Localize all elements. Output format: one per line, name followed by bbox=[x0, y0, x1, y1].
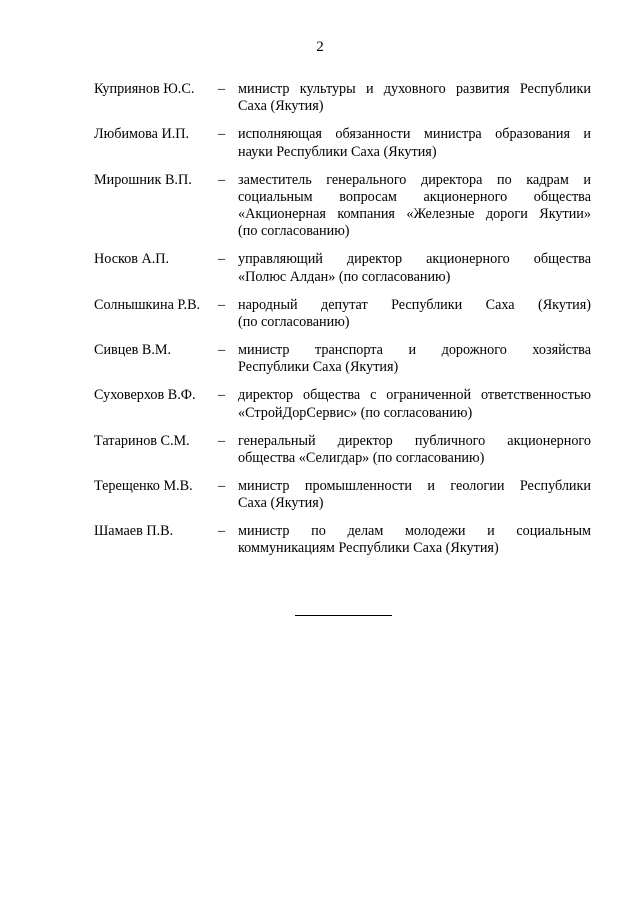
member-name: Татаринов С.М. bbox=[94, 432, 190, 449]
member-name: Любимова И.П. bbox=[94, 126, 190, 143]
dash-separator: – bbox=[218, 296, 226, 313]
dash-separator: – bbox=[218, 251, 226, 268]
dash-separator: – bbox=[218, 477, 226, 494]
member-position bbox=[238, 251, 591, 286]
position-line: министр промышленности и геологии Республики bbox=[238, 477, 591, 494]
member-list bbox=[94, 81, 591, 568]
position-line: народный депутат Республики Саха (Якутия) bbox=[238, 296, 591, 313]
member-position bbox=[238, 387, 591, 422]
position-line: социальным вопросам акционерного общества bbox=[238, 188, 591, 205]
member-name: Шамаев П.В. bbox=[94, 523, 174, 540]
member-name: Сивцев В.М. bbox=[94, 342, 172, 358]
member-entry bbox=[94, 251, 591, 286]
member-name: Суховерхов В.Ф. bbox=[94, 387, 196, 404]
position-line: министр транспорта и дорожного хозяйства bbox=[238, 342, 591, 358]
member-name: Солнышкина Р.В. bbox=[94, 296, 201, 313]
closing-separator-line bbox=[295, 615, 392, 616]
dash-separator: – bbox=[218, 81, 226, 97]
member-name: Мирошник В.П. bbox=[94, 171, 192, 188]
dash-separator: – bbox=[218, 126, 226, 143]
position-line: министр культуры и духовного развития Республики bbox=[238, 81, 591, 97]
member-position bbox=[238, 172, 591, 241]
position-line: Саха (Якутия) bbox=[238, 98, 324, 115]
position-line: министр по делам молодежи и социальным bbox=[238, 523, 591, 540]
member-entry bbox=[94, 523, 591, 558]
member-name: Носков А.П. bbox=[94, 251, 170, 268]
member-entry bbox=[94, 387, 591, 422]
position-line: управляющий директор акционерного общества bbox=[238, 251, 591, 268]
position-line: Саха (Якутия) bbox=[238, 495, 324, 512]
member-position bbox=[238, 126, 591, 161]
dash-separator: – bbox=[218, 387, 226, 404]
position-line: коммуникациям Республики Саха (Якутия) bbox=[238, 540, 499, 557]
dash-separator: – bbox=[218, 171, 226, 188]
position-line: исполняющая обязанности министра образования и bbox=[238, 126, 591, 143]
page-number: 2 bbox=[316, 39, 324, 55]
member-entry bbox=[94, 172, 591, 241]
dash-separator: – bbox=[218, 523, 226, 540]
position-line: общества «Селигдар» (по согласованию) bbox=[238, 449, 485, 466]
member-position bbox=[238, 523, 591, 558]
position-line: генеральный директор публичного акционерного bbox=[238, 432, 591, 449]
member-entry bbox=[94, 342, 591, 377]
position-line: (по согласованию) bbox=[238, 314, 350, 331]
member-name: Терещенко М.В. bbox=[94, 477, 193, 494]
position-line: «СтройДорСервис» (по согласованию) bbox=[238, 404, 473, 421]
member-position bbox=[238, 478, 591, 513]
member-entry bbox=[94, 297, 591, 332]
dash-separator: – bbox=[218, 432, 226, 449]
member-position bbox=[238, 433, 591, 468]
position-line: «Полюс Алдан» (по согласованию) bbox=[238, 268, 451, 285]
member-position bbox=[238, 81, 591, 116]
position-line: (по согласованию) bbox=[238, 223, 350, 240]
member-entry bbox=[94, 478, 591, 513]
member-entry bbox=[94, 126, 591, 161]
dash-separator: – bbox=[218, 342, 226, 358]
member-entry bbox=[94, 433, 591, 468]
position-line: «Акционерная компания «Железные дороги Якутии» bbox=[238, 206, 591, 223]
position-line: заместитель генерального директора по кадрам и bbox=[238, 171, 591, 188]
member-position bbox=[238, 297, 591, 332]
position-line: Республики Саха (Якутия) bbox=[238, 359, 399, 376]
position-line: науки Республики Саха (Якутия) bbox=[238, 143, 437, 160]
member-position bbox=[238, 342, 591, 377]
position-line: директор общества с ограниченной ответственностью bbox=[238, 387, 591, 404]
member-entry bbox=[94, 81, 591, 116]
member-name: Куприянов Ю.С. bbox=[94, 81, 195, 97]
